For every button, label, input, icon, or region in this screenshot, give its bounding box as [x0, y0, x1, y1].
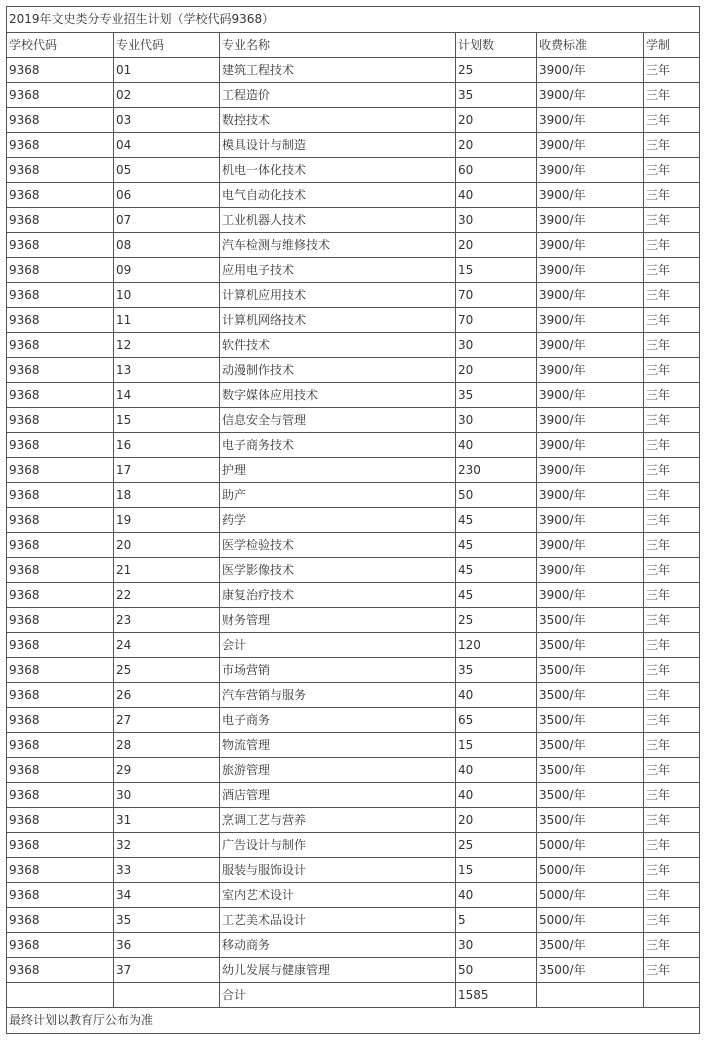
cell-school-code: 9368: [7, 608, 114, 633]
cell-major-code: 11: [114, 308, 220, 333]
table-row: [7, 483, 700, 508]
cell-plan-count: 40: [456, 758, 537, 783]
total-empty-cell: [537, 983, 644, 1008]
header-school-code: 学校代码: [7, 33, 114, 58]
cell-school-code: 9368: [7, 133, 114, 158]
table-row: [7, 683, 700, 708]
cell-fee: 3500/年: [537, 683, 644, 708]
cell-duration: 三年: [644, 758, 700, 783]
cell-major-code: 36: [114, 933, 220, 958]
cell-major-name: 物流管理: [220, 733, 456, 758]
cell-plan-count: 40: [456, 183, 537, 208]
cell-plan-count: 50: [456, 483, 537, 508]
cell-fee: 3500/年: [537, 808, 644, 833]
table-row: [7, 558, 700, 583]
cell-duration: 三年: [644, 583, 700, 608]
cell-major-name: 幼儿发展与健康管理: [220, 958, 456, 983]
cell-major-name: 酒店管理: [220, 783, 456, 808]
cell-fee: 3900/年: [537, 408, 644, 433]
cell-duration: 三年: [644, 808, 700, 833]
cell-plan-count: 25: [456, 833, 537, 858]
cell-duration: 三年: [644, 258, 700, 283]
cell-major-name: 工程造价: [220, 83, 456, 108]
cell-fee: 5000/年: [537, 908, 644, 933]
cell-major-name: 建筑工程技术: [220, 58, 456, 83]
cell-major-code: 25: [114, 658, 220, 683]
cell-fee: 3900/年: [537, 508, 644, 533]
cell-school-code: 9368: [7, 808, 114, 833]
cell-fee: 3900/年: [537, 533, 644, 558]
cell-plan-count: 35: [456, 83, 537, 108]
cell-major-name: 计算机网络技术: [220, 308, 456, 333]
cell-school-code: 9368: [7, 408, 114, 433]
cell-duration: 三年: [644, 933, 700, 958]
cell-plan-count: 40: [456, 883, 537, 908]
cell-school-code: 9368: [7, 308, 114, 333]
cell-fee: 3900/年: [537, 433, 644, 458]
table-row: [7, 933, 700, 958]
cell-major-code: 03: [114, 108, 220, 133]
cell-major-code: 27: [114, 708, 220, 733]
cell-fee: 3900/年: [537, 308, 644, 333]
cell-plan-count: 5: [456, 908, 537, 933]
cell-duration: 三年: [644, 183, 700, 208]
cell-major-code: 13: [114, 358, 220, 383]
cell-fee: 3900/年: [537, 383, 644, 408]
cell-fee: 3900/年: [537, 283, 644, 308]
cell-major-name: 医学检验技术: [220, 533, 456, 558]
cell-plan-count: 30: [456, 933, 537, 958]
cell-fee: 3500/年: [537, 708, 644, 733]
cell-duration: 三年: [644, 133, 700, 158]
cell-duration: 三年: [644, 358, 700, 383]
cell-duration: 三年: [644, 908, 700, 933]
enrollment-plan-table: [6, 6, 700, 1034]
cell-fee: 3900/年: [537, 333, 644, 358]
cell-plan-count: 20: [456, 233, 537, 258]
cell-major-name: 软件技术: [220, 333, 456, 358]
table-row: [7, 383, 700, 408]
total-value: 1585: [456, 983, 537, 1008]
cell-major-code: 22: [114, 583, 220, 608]
cell-major-name: 医学影像技术: [220, 558, 456, 583]
table-row: [7, 908, 700, 933]
table-row: [7, 958, 700, 983]
cell-plan-count: 20: [456, 133, 537, 158]
cell-fee: 3900/年: [537, 183, 644, 208]
total-row: [7, 983, 700, 1008]
table-row: [7, 458, 700, 483]
cell-school-code: 9368: [7, 708, 114, 733]
cell-school-code: 9368: [7, 758, 114, 783]
cell-plan-count: 35: [456, 658, 537, 683]
cell-plan-count: 25: [456, 608, 537, 633]
cell-major-name: 服装与服饰设计: [220, 858, 456, 883]
table-row: [7, 158, 700, 183]
table-title: 2019年文史类分专业招生计划（学校代码9368）: [7, 7, 700, 33]
cell-plan-count: 45: [456, 558, 537, 583]
cell-duration: 三年: [644, 783, 700, 808]
cell-duration: 三年: [644, 458, 700, 483]
cell-fee: 3900/年: [537, 158, 644, 183]
cell-duration: 三年: [644, 858, 700, 883]
table-row: [7, 133, 700, 158]
cell-school-code: 9368: [7, 458, 114, 483]
cell-plan-count: 15: [456, 858, 537, 883]
cell-fee: 3900/年: [537, 58, 644, 83]
table-row: [7, 583, 700, 608]
cell-plan-count: 45: [456, 508, 537, 533]
cell-major-code: 14: [114, 383, 220, 408]
cell-fee: 3500/年: [537, 733, 644, 758]
table-row: [7, 83, 700, 108]
cell-major-name: 室内艺术设计: [220, 883, 456, 908]
header-major-code: 专业代码: [114, 33, 220, 58]
header-plan-count: 计划数: [456, 33, 537, 58]
cell-school-code: 9368: [7, 358, 114, 383]
cell-major-code: 01: [114, 58, 220, 83]
cell-duration: 三年: [644, 483, 700, 508]
cell-major-code: 17: [114, 458, 220, 483]
cell-major-name: 电气自动化技术: [220, 183, 456, 208]
cell-major-code: 07: [114, 208, 220, 233]
cell-major-name: 工艺美术品设计: [220, 908, 456, 933]
table-row: [7, 883, 700, 908]
table-row: [7, 308, 700, 333]
cell-major-name: 药学: [220, 508, 456, 533]
table-row: [7, 333, 700, 358]
cell-school-code: 9368: [7, 658, 114, 683]
cell-duration: 三年: [644, 608, 700, 633]
cell-school-code: 9368: [7, 258, 114, 283]
cell-fee: 3900/年: [537, 458, 644, 483]
cell-major-name: 数字媒体应用技术: [220, 383, 456, 408]
cell-fee: 3900/年: [537, 233, 644, 258]
cell-plan-count: 70: [456, 283, 537, 308]
cell-fee: 3500/年: [537, 633, 644, 658]
cell-plan-count: 25: [456, 58, 537, 83]
cell-duration: 三年: [644, 558, 700, 583]
cell-school-code: 9368: [7, 333, 114, 358]
cell-plan-count: 40: [456, 683, 537, 708]
cell-plan-count: 30: [456, 408, 537, 433]
table-row: [7, 508, 700, 533]
cell-major-code: 12: [114, 333, 220, 358]
cell-plan-count: 15: [456, 258, 537, 283]
cell-fee: 3900/年: [537, 258, 644, 283]
cell-fee: 3500/年: [537, 958, 644, 983]
footnote: 最终计划以教育厅公布为准: [7, 1008, 700, 1034]
cell-school-code: 9368: [7, 583, 114, 608]
cell-duration: 三年: [644, 658, 700, 683]
cell-major-name: 护理: [220, 458, 456, 483]
cell-major-code: 05: [114, 158, 220, 183]
cell-fee: 3900/年: [537, 83, 644, 108]
table-row: [7, 258, 700, 283]
cell-major-name: 数控技术: [220, 108, 456, 133]
cell-plan-count: 60: [456, 158, 537, 183]
cell-major-name: 会计: [220, 633, 456, 658]
cell-major-name: 康复治疗技术: [220, 583, 456, 608]
cell-school-code: 9368: [7, 383, 114, 408]
table-row: [7, 58, 700, 83]
cell-school-code: 9368: [7, 108, 114, 133]
cell-major-code: 37: [114, 958, 220, 983]
table-row: [7, 533, 700, 558]
cell-major-code: 32: [114, 833, 220, 858]
cell-major-code: 29: [114, 758, 220, 783]
cell-school-code: 9368: [7, 158, 114, 183]
table-row: [7, 833, 700, 858]
cell-duration: 三年: [644, 158, 700, 183]
cell-duration: 三年: [644, 383, 700, 408]
cell-major-name: 助产: [220, 483, 456, 508]
cell-duration: 三年: [644, 833, 700, 858]
cell-school-code: 9368: [7, 283, 114, 308]
cell-fee: 3500/年: [537, 608, 644, 633]
cell-duration: 三年: [644, 208, 700, 233]
cell-duration: 三年: [644, 333, 700, 358]
cell-plan-count: 45: [456, 533, 537, 558]
cell-fee: 5000/年: [537, 858, 644, 883]
cell-major-name: 电子商务: [220, 708, 456, 733]
cell-fee: 3900/年: [537, 583, 644, 608]
cell-plan-count: 45: [456, 583, 537, 608]
header-duration: 学制: [644, 33, 700, 58]
cell-duration: 三年: [644, 683, 700, 708]
cell-plan-count: 30: [456, 208, 537, 233]
cell-school-code: 9368: [7, 533, 114, 558]
cell-duration: 三年: [644, 633, 700, 658]
table-row: [7, 233, 700, 258]
cell-major-name: 机电一体化技术: [220, 158, 456, 183]
total-empty-cell: [114, 983, 220, 1008]
cell-duration: 三年: [644, 58, 700, 83]
cell-major-name: 动漫制作技术: [220, 358, 456, 383]
cell-fee: 3500/年: [537, 658, 644, 683]
cell-duration: 三年: [644, 408, 700, 433]
cell-fee: 5000/年: [537, 833, 644, 858]
cell-major-name: 汽车营销与服务: [220, 683, 456, 708]
cell-major-name: 信息安全与管理: [220, 408, 456, 433]
header-fee: 收费标准: [537, 33, 644, 58]
cell-major-code: 15: [114, 408, 220, 433]
table-row: [7, 408, 700, 433]
table-row: [7, 433, 700, 458]
cell-duration: 三年: [644, 708, 700, 733]
cell-fee: 3900/年: [537, 133, 644, 158]
cell-plan-count: 40: [456, 783, 537, 808]
cell-duration: 三年: [644, 108, 700, 133]
cell-fee: 3900/年: [537, 108, 644, 133]
cell-plan-count: 50: [456, 958, 537, 983]
cell-fee: 3900/年: [537, 483, 644, 508]
cell-duration: 三年: [644, 433, 700, 458]
cell-fee: 3500/年: [537, 783, 644, 808]
table-row: [7, 283, 700, 308]
header-major-name: 专业名称: [220, 33, 456, 58]
table-row: [7, 658, 700, 683]
cell-duration: 三年: [644, 233, 700, 258]
cell-school-code: 9368: [7, 908, 114, 933]
cell-plan-count: 20: [456, 808, 537, 833]
cell-plan-count: 70: [456, 308, 537, 333]
table-row: [7, 758, 700, 783]
cell-major-code: 18: [114, 483, 220, 508]
cell-major-name: 电子商务技术: [220, 433, 456, 458]
cell-major-name: 财务管理: [220, 608, 456, 633]
cell-fee: 3500/年: [537, 758, 644, 783]
cell-major-name: 移动商务: [220, 933, 456, 958]
cell-school-code: 9368: [7, 958, 114, 983]
cell-fee: 5000/年: [537, 883, 644, 908]
cell-school-code: 9368: [7, 433, 114, 458]
cell-major-code: 30: [114, 783, 220, 808]
cell-duration: 三年: [644, 533, 700, 558]
cell-major-code: 28: [114, 733, 220, 758]
total-empty-cell: [644, 983, 700, 1008]
table-row: [7, 783, 700, 808]
cell-major-code: 26: [114, 683, 220, 708]
cell-school-code: 9368: [7, 233, 114, 258]
cell-school-code: 9368: [7, 83, 114, 108]
cell-major-code: 20: [114, 533, 220, 558]
cell-major-name: 烹调工艺与营养: [220, 808, 456, 833]
cell-major-code: 23: [114, 608, 220, 633]
cell-major-code: 06: [114, 183, 220, 208]
cell-major-name: 汽车检测与维修技术: [220, 233, 456, 258]
cell-plan-count: 120: [456, 633, 537, 658]
table-title-row: [7, 7, 700, 33]
cell-plan-count: 30: [456, 333, 537, 358]
table-row: [7, 733, 700, 758]
cell-fee: 3900/年: [537, 208, 644, 233]
cell-plan-count: 15: [456, 733, 537, 758]
cell-plan-count: 40: [456, 433, 537, 458]
note-row: [7, 1008, 700, 1034]
cell-school-code: 9368: [7, 933, 114, 958]
cell-major-name: 工业机器人技术: [220, 208, 456, 233]
cell-duration: 三年: [644, 308, 700, 333]
cell-major-code: 33: [114, 858, 220, 883]
cell-plan-count: 230: [456, 458, 537, 483]
cell-school-code: 9368: [7, 883, 114, 908]
cell-major-code: 09: [114, 258, 220, 283]
cell-school-code: 9368: [7, 858, 114, 883]
cell-major-name: 市场营销: [220, 658, 456, 683]
table-row: [7, 208, 700, 233]
table-row: [7, 708, 700, 733]
cell-major-code: 16: [114, 433, 220, 458]
cell-duration: 三年: [644, 958, 700, 983]
cell-fee: 3500/年: [537, 933, 644, 958]
table-row: [7, 358, 700, 383]
cell-major-code: 21: [114, 558, 220, 583]
cell-major-name: 旅游管理: [220, 758, 456, 783]
cell-major-name: 应用电子技术: [220, 258, 456, 283]
cell-major-code: 34: [114, 883, 220, 908]
cell-school-code: 9368: [7, 783, 114, 808]
cell-school-code: 9368: [7, 208, 114, 233]
cell-school-code: 9368: [7, 633, 114, 658]
cell-school-code: 9368: [7, 683, 114, 708]
cell-duration: 三年: [644, 733, 700, 758]
cell-school-code: 9368: [7, 833, 114, 858]
cell-duration: 三年: [644, 83, 700, 108]
cell-duration: 三年: [644, 508, 700, 533]
cell-major-code: 35: [114, 908, 220, 933]
cell-major-code: 02: [114, 83, 220, 108]
table-row: [7, 608, 700, 633]
total-empty-cell: [7, 983, 114, 1008]
cell-major-name: 模具设计与制造: [220, 133, 456, 158]
cell-major-code: 10: [114, 283, 220, 308]
cell-major-code: 19: [114, 508, 220, 533]
cell-school-code: 9368: [7, 733, 114, 758]
table-row: [7, 183, 700, 208]
cell-plan-count: 65: [456, 708, 537, 733]
table-row: [7, 633, 700, 658]
cell-major-code: 31: [114, 808, 220, 833]
cell-plan-count: 35: [456, 383, 537, 408]
cell-plan-count: 20: [456, 358, 537, 383]
cell-school-code: 9368: [7, 58, 114, 83]
cell-major-code: 04: [114, 133, 220, 158]
cell-plan-count: 20: [456, 108, 537, 133]
cell-school-code: 9368: [7, 183, 114, 208]
table-row: [7, 858, 700, 883]
cell-school-code: 9368: [7, 483, 114, 508]
cell-major-code: 24: [114, 633, 220, 658]
cell-major-name: 计算机应用技术: [220, 283, 456, 308]
table-row: [7, 108, 700, 133]
table-row: [7, 808, 700, 833]
cell-duration: 三年: [644, 283, 700, 308]
cell-school-code: 9368: [7, 558, 114, 583]
cell-fee: 3900/年: [537, 358, 644, 383]
cell-major-name: 广告设计与制作: [220, 833, 456, 858]
cell-fee: 3900/年: [537, 558, 644, 583]
cell-duration: 三年: [644, 883, 700, 908]
cell-major-code: 08: [114, 233, 220, 258]
table-header-row: [7, 33, 700, 58]
total-label: 合计: [220, 983, 456, 1008]
cell-school-code: 9368: [7, 508, 114, 533]
